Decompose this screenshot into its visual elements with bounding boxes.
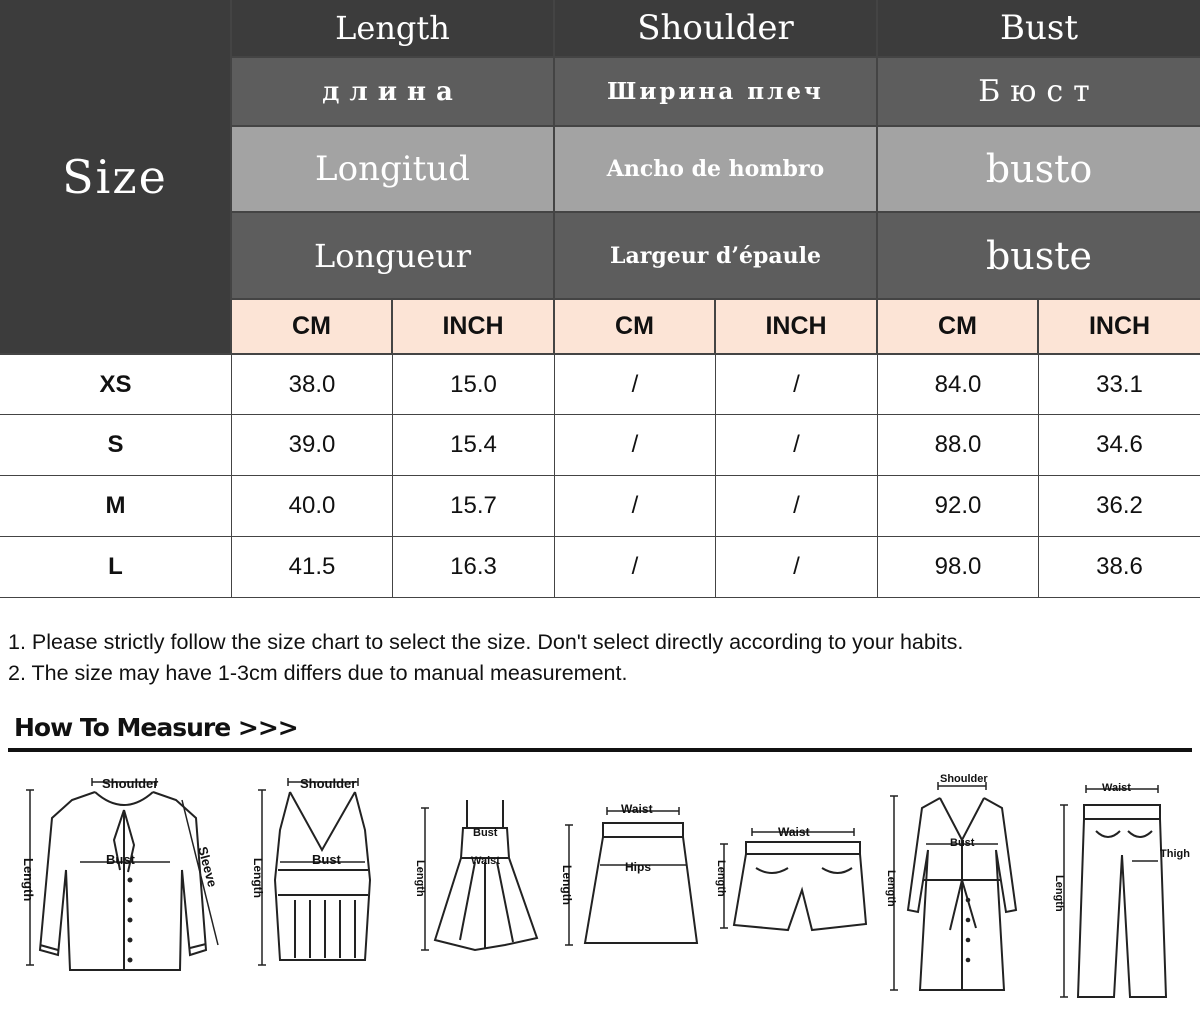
table-row-xs (0, 355, 1200, 415)
shorts-waist-label: Waist (778, 825, 810, 839)
skirt-hips-label: Hips (625, 860, 652, 874)
size-cell: M (0, 476, 232, 537)
header-bust-es: busto (878, 127, 1200, 211)
value-cell: 88.0 (878, 415, 1039, 476)
shirt-shoulder-label: Shoulder (102, 776, 159, 791)
pants-thigh-label: Thigh (1160, 848, 1190, 860)
value-cell: 38.6 (1039, 537, 1200, 598)
header-length-en: Length (232, 0, 553, 56)
value-cell: / (555, 476, 716, 537)
header-length-fr: Longueur (232, 213, 553, 298)
value-cell: 92.0 (878, 476, 1039, 537)
skirt-length-label: Length (560, 865, 574, 905)
size-header: Size (0, 0, 230, 353)
value-cell: 39.0 (232, 415, 393, 476)
tank-figure (240, 770, 400, 980)
value-cell: 36.2 (1039, 476, 1200, 537)
coat-bust-label: Bust (950, 837, 975, 849)
skirt-figure (555, 795, 705, 955)
coat-length-label: Length (885, 870, 897, 907)
shirt-bust-label: Bust (106, 852, 135, 867)
table-row-m (0, 476, 1200, 537)
table-row-l (0, 537, 1200, 598)
value-cell: 98.0 (878, 537, 1039, 598)
value-cell: 16.3 (393, 537, 555, 598)
value-cell: 41.5 (232, 537, 393, 598)
unit-inch-bust: INCH (1039, 300, 1200, 353)
pants-figure (1040, 775, 1195, 1005)
pants-length-label: Length (1053, 875, 1065, 912)
dress-bust-label: Bust (473, 827, 498, 839)
header-bust-en: Bust (878, 0, 1200, 56)
value-cell: 15.4 (393, 415, 555, 476)
skirt-waist-label: Waist (621, 802, 653, 816)
table-row-s (0, 415, 1200, 476)
value-cell: 15.7 (393, 476, 555, 537)
tank-bust-label: Bust (312, 852, 341, 867)
size-cell: S (0, 415, 232, 476)
header-shoulder-en: Shoulder (555, 0, 876, 56)
size-cell: L (0, 537, 232, 598)
header-shoulder-es: Ancho de hombro (555, 127, 876, 211)
value-cell: 15.0 (393, 355, 555, 415)
value-cell: 33.1 (1039, 355, 1200, 415)
dress-waist-label: Waist (471, 855, 500, 867)
value-cell: 84.0 (878, 355, 1039, 415)
value-cell: / (716, 537, 878, 598)
value-cell: / (555, 537, 716, 598)
shirt-length-label: Length (21, 858, 36, 902)
value-cell: / (555, 355, 716, 415)
value-cell: / (716, 476, 878, 537)
unit-cm-bust: CM (878, 300, 1037, 353)
shirt-sleeve-label: Sleeve (195, 844, 221, 889)
header-shoulder-fr: Largeur d’épaule (555, 213, 876, 298)
header-bust-ru: Бюст (878, 58, 1200, 125)
size-cell: XS (0, 355, 232, 415)
header-shoulder-ru: Ширина плеч (555, 58, 876, 125)
note-2: 2. The size may have 1-3cm differs due to manual measurement. (8, 661, 628, 685)
section-divider (8, 748, 1192, 752)
shorts-length-label: Length (715, 860, 727, 897)
unit-inch-length: INCH (393, 300, 553, 353)
shorts-figure (712, 820, 872, 940)
shirt-figure (10, 770, 230, 980)
value-cell: / (555, 415, 716, 476)
value-cell: 40.0 (232, 476, 393, 537)
dress-figure (405, 790, 555, 970)
unit-cm-length: CM (232, 300, 391, 353)
note-1: 1. Please strictly follow the size chart to select the size. Don't select directly according to your habits. (8, 630, 964, 654)
coat-shoulder-label: Shoulder (940, 773, 988, 785)
value-cell: / (716, 415, 878, 476)
value-cell: / (716, 355, 878, 415)
coat-figure (880, 770, 1035, 1000)
header-length-ru: длина (232, 58, 553, 125)
header-bust-fr: buste (878, 213, 1200, 298)
value-cell: 38.0 (232, 355, 393, 415)
dress-length-label: Length (414, 860, 426, 897)
pants-waist-label: Waist (1102, 782, 1131, 794)
unit-cm-shoulder: CM (555, 300, 714, 353)
tank-shoulder-label: Shoulder (300, 776, 357, 791)
header-length-es: Longitud (232, 127, 553, 211)
unit-inch-shoulder: INCH (716, 300, 876, 353)
value-cell: 34.6 (1039, 415, 1200, 476)
tank-length-label: Length (251, 858, 265, 898)
how-to-measure-title: How To Measure >>> (14, 713, 298, 742)
